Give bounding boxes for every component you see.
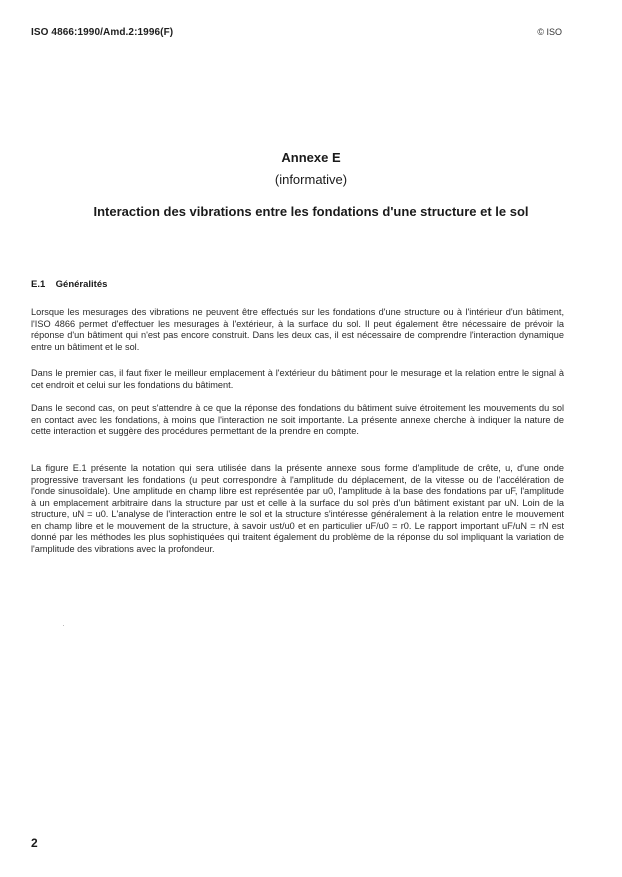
- standard-reference: ISO 4866:1990/Amd.2:1996(F): [31, 27, 174, 38]
- section-title: Généralités: [55, 279, 108, 290]
- paragraph: Dans le second cas, on peut s'attendre à ce que la réponse des fondations du bâtiment suive étroitement les mouvements du sol en contact avec les fondations, à moins que l'interaction ne soit importante. La présente annexe cherche à indiquer la nature de cette interaction et suggère des procédures permettant de la prendre en compte.: [31, 403, 564, 436]
- paragraph: Lorsque les mesurages des vibrations ne peuvent être effectués sur les fondations d'une structure ou à l'intérieur d'un bâtiment, l'ISO 4866 permet d'effectuer les mesurages à l'extérieur, à la surface du sol. Il peut également être nécessaire de prévoir la réponse d'un bâtiment qui n'est pas encore construit. Dans les deux cas, il est nécessaire de comprendre l'interaction dynamique entre un bâtiment et le sol.: [31, 307, 564, 352]
- annex-heading: Interaction des vibrations entre les fondations d'une structure et le sol: [93, 204, 529, 219]
- paragraph: Dans le premier cas, il faut fixer le meilleur emplacement à l'extérieur du bâtiment pour le mesurage et la relation entre le signal à cet endroit et celui sur les fondations du bâtiment.: [31, 368, 564, 390]
- section-heading: [31, 279, 107, 290]
- annex-status: (informative): [274, 172, 348, 187]
- scan-speck: [63, 625, 64, 626]
- annex-title: Annexe E: [281, 150, 341, 165]
- page-number: 2: [31, 836, 38, 850]
- copyright-mark: © ISO: [537, 27, 562, 37]
- section-number: E.1: [31, 279, 46, 290]
- paragraph: La figure E.1 présente la notation qui sera utilisée dans la présente annexe sous forme d'amplitude de crête, u, d'une onde progressive traversant les fondations (u peut correspondre à l'amplitude du déplacement, de la vitesse ou de l'accélération de l'onde sinusoïdale). Une amplitude en champ libre est représentée par u0, l'amplitude à la base des fondations par uF, l'amplitude à un emplacement arbitraire dans la structure par ust et celle à la surface du sol près d'un bâtiment existant par uN. Loin de la structure, uN = u0. L'analyse de l'interaction entre le sol et la structure s'intéresse généralement à la relation entre le mouvement en champ libre et le mouvement de la structure, à savoir ust/u0 et en particulier uF/u0 = r0. Le rapport important uF/uN = rN est donné par les méthodes les plus sophistiquées qui traitent également du problème de la réponse du sol impliquant la variation de l'amplitude des vibrations avec la profondeur.: [31, 463, 564, 554]
